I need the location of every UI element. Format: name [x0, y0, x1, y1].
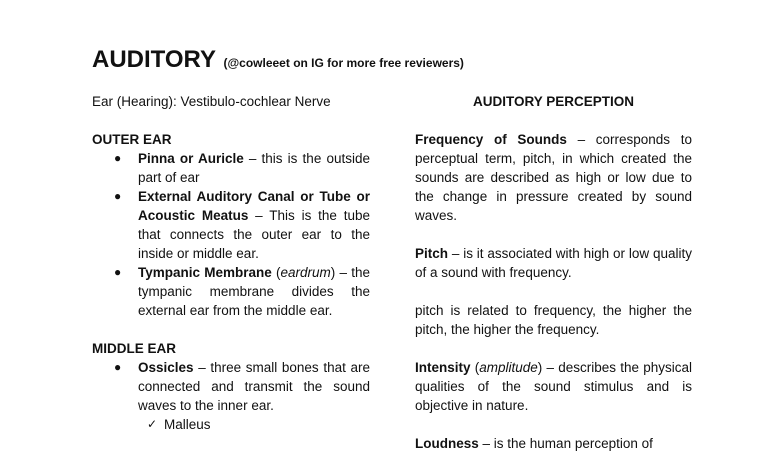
- bullet-icon: ●: [114, 151, 122, 165]
- term: Intensity: [415, 360, 471, 375]
- description: – This is the tube that connects the outer ear to the inside or middle ear.: [138, 208, 370, 261]
- list-item: [92, 358, 370, 415]
- outer-ear-list: [92, 149, 370, 320]
- paragraph-intensity: Intensity (amplitude) – describes the physical qualities of the sound stimulus and is objective in nature.: [415, 360, 692, 413]
- description: – is the human perception of: [478, 436, 653, 451]
- paragraph-loudness: [415, 434, 692, 453]
- paragraph-frequency: [415, 130, 692, 225]
- description: – corresponds to perceptual term, pitch, in which created the sounds are described as high or low due to the change in pressure created by sound waves.: [415, 132, 693, 223]
- right-column: [415, 92, 692, 453]
- bullet-icon: ●: [114, 265, 122, 279]
- title-row: [92, 46, 464, 74]
- term: External Auditory Canal or Tube or Acoustic Meatus: [138, 189, 370, 223]
- middle-ear-list: [92, 358, 370, 415]
- paragraph-pitch: [415, 244, 692, 282]
- auditory-perception-heading: AUDITORY PERCEPTION: [472, 94, 635, 109]
- list-item: [92, 149, 370, 187]
- list-item: [92, 187, 370, 263]
- paragraph-pitch-note: [415, 301, 692, 339]
- term: Ossicles: [138, 360, 194, 375]
- middle-ear-heading: MIDDLE EAR: [92, 341, 176, 356]
- description: – this is the outside part of ear: [138, 151, 370, 185]
- term: Tympanic Membrane: [138, 265, 272, 280]
- term: Pinna or Auricle: [138, 151, 244, 166]
- outer-ear-heading: OUTER EAR: [92, 132, 172, 147]
- bullet-icon: ●: [114, 189, 122, 203]
- term-italic: eardrum: [280, 265, 331, 280]
- page-title: AUDITORY: [92, 46, 217, 73]
- term: Pitch: [415, 246, 449, 261]
- term-italic: amplitude: [479, 360, 538, 375]
- term: Loudness: [415, 436, 479, 451]
- list-item: ● Tympanic Membrane (eardrum) – the tympanic membrane divides the external ear from the middle ear.: [114, 265, 371, 318]
- description: – the tympanic membrane divides the external ear from the middle ear.: [138, 265, 371, 318]
- description: pitch is related to frequency, the higher the pitch, the higher the frequency.: [415, 303, 692, 337]
- sub-list-item: [92, 415, 370, 434]
- intro-line: Ear (Hearing): Vestibulo-cochlear Nerve: [92, 94, 331, 109]
- description: – three small bones that are connected and transmit the sound waves to the inner ear.: [138, 360, 370, 413]
- sub-item-label: Malleus: [164, 417, 211, 432]
- check-icon: ✓: [147, 417, 158, 431]
- description: – is it associated with high or low quality of a sound with frequency.: [415, 246, 692, 280]
- description: – describes the physical qualities of the sound stimulus and is objective in nature.: [415, 360, 692, 413]
- bullet-icon: ●: [114, 360, 122, 374]
- page-subtitle: (@cowleeet on IG for more free reviewers): [223, 56, 464, 70]
- left-column: [92, 92, 370, 434]
- term: Frequency of Sounds: [415, 132, 567, 147]
